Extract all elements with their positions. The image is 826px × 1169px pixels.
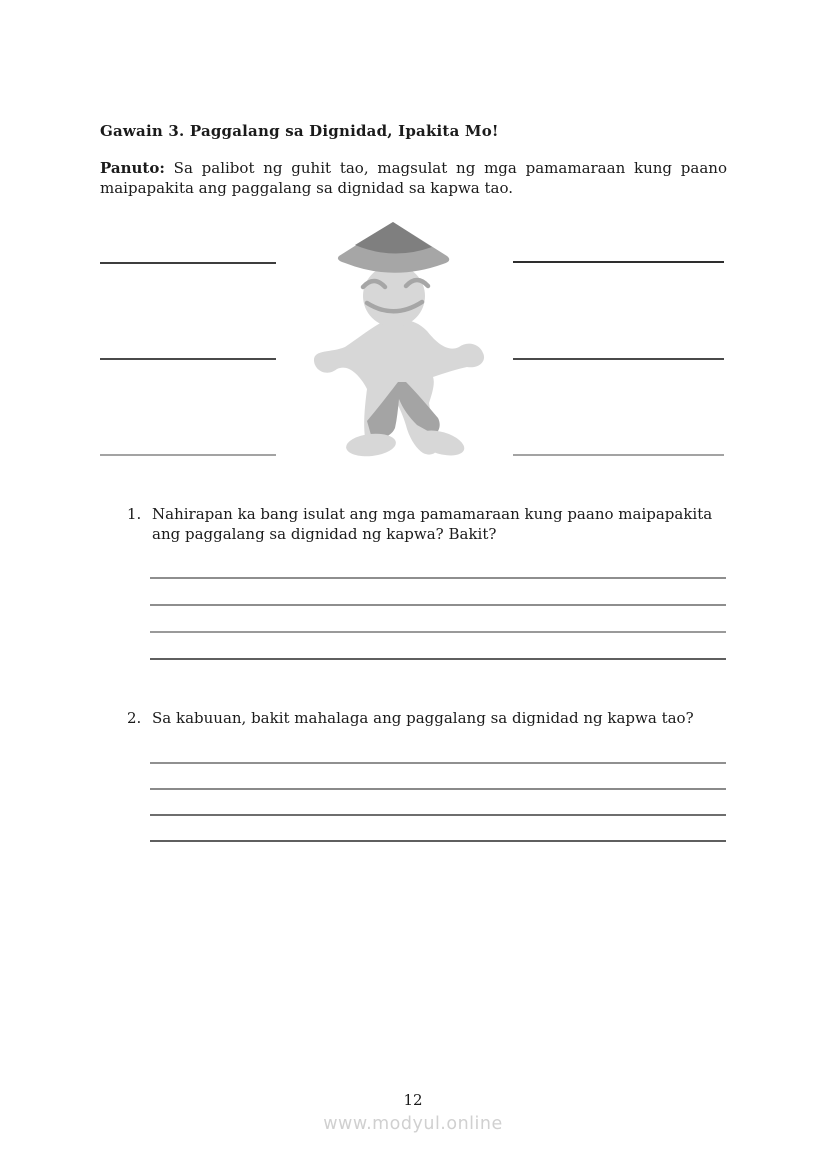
question-1-text: Nahirapan ka bang isulat ang mga pamamaraan kung paano maipapakita ang paggalang sa dignidad ng kapwa? Bakit? xyxy=(152,505,713,543)
write-line-left-1 xyxy=(100,262,276,264)
question-1-answer-line-2 xyxy=(150,604,726,606)
question-1-number: 1. xyxy=(127,505,142,523)
question-2-number: 2. xyxy=(127,709,142,727)
question-2-answer-line-2 xyxy=(150,788,726,790)
question-2-answer-line-4 xyxy=(150,840,726,842)
question-1-answer-line-3 xyxy=(150,631,726,633)
write-line-left-3 xyxy=(100,454,276,456)
write-line-left-2 xyxy=(100,358,276,360)
page-number: 12 xyxy=(403,1091,423,1109)
figure-hat-top xyxy=(355,222,432,254)
question-1-answer-line-1 xyxy=(150,577,726,579)
figure-face xyxy=(363,265,425,327)
question-2-text: Sa kabuuan, bakit mahalaga ang paggalang sa dignidad ng kapwa tao? xyxy=(152,709,694,727)
instructions xyxy=(100,159,727,198)
instructions-text: Sa palibot ng guhit tao, magsulat ng mga pamamaraan kung paano maipapakita ang paggalang sa dignidad sa kapwa tao. xyxy=(100,159,727,197)
watermark: www.modyul.online xyxy=(323,1114,503,1134)
question-1-answer-line-4 xyxy=(150,658,726,660)
write-line-right-1 xyxy=(513,261,724,263)
instructions-label: Panuto: xyxy=(100,159,165,177)
question-2-answer-line-3 xyxy=(150,814,726,816)
person-illustration-svg xyxy=(311,219,485,459)
figure-left-foot xyxy=(345,431,397,458)
person-illustration xyxy=(311,219,485,459)
activity-heading: Gawain 3. Paggalang sa Dignidad, Ipakita Mo! xyxy=(100,122,499,140)
write-line-right-2 xyxy=(513,358,724,360)
write-line-right-3 xyxy=(513,454,724,456)
question-2-answer-line-1 xyxy=(150,762,726,764)
